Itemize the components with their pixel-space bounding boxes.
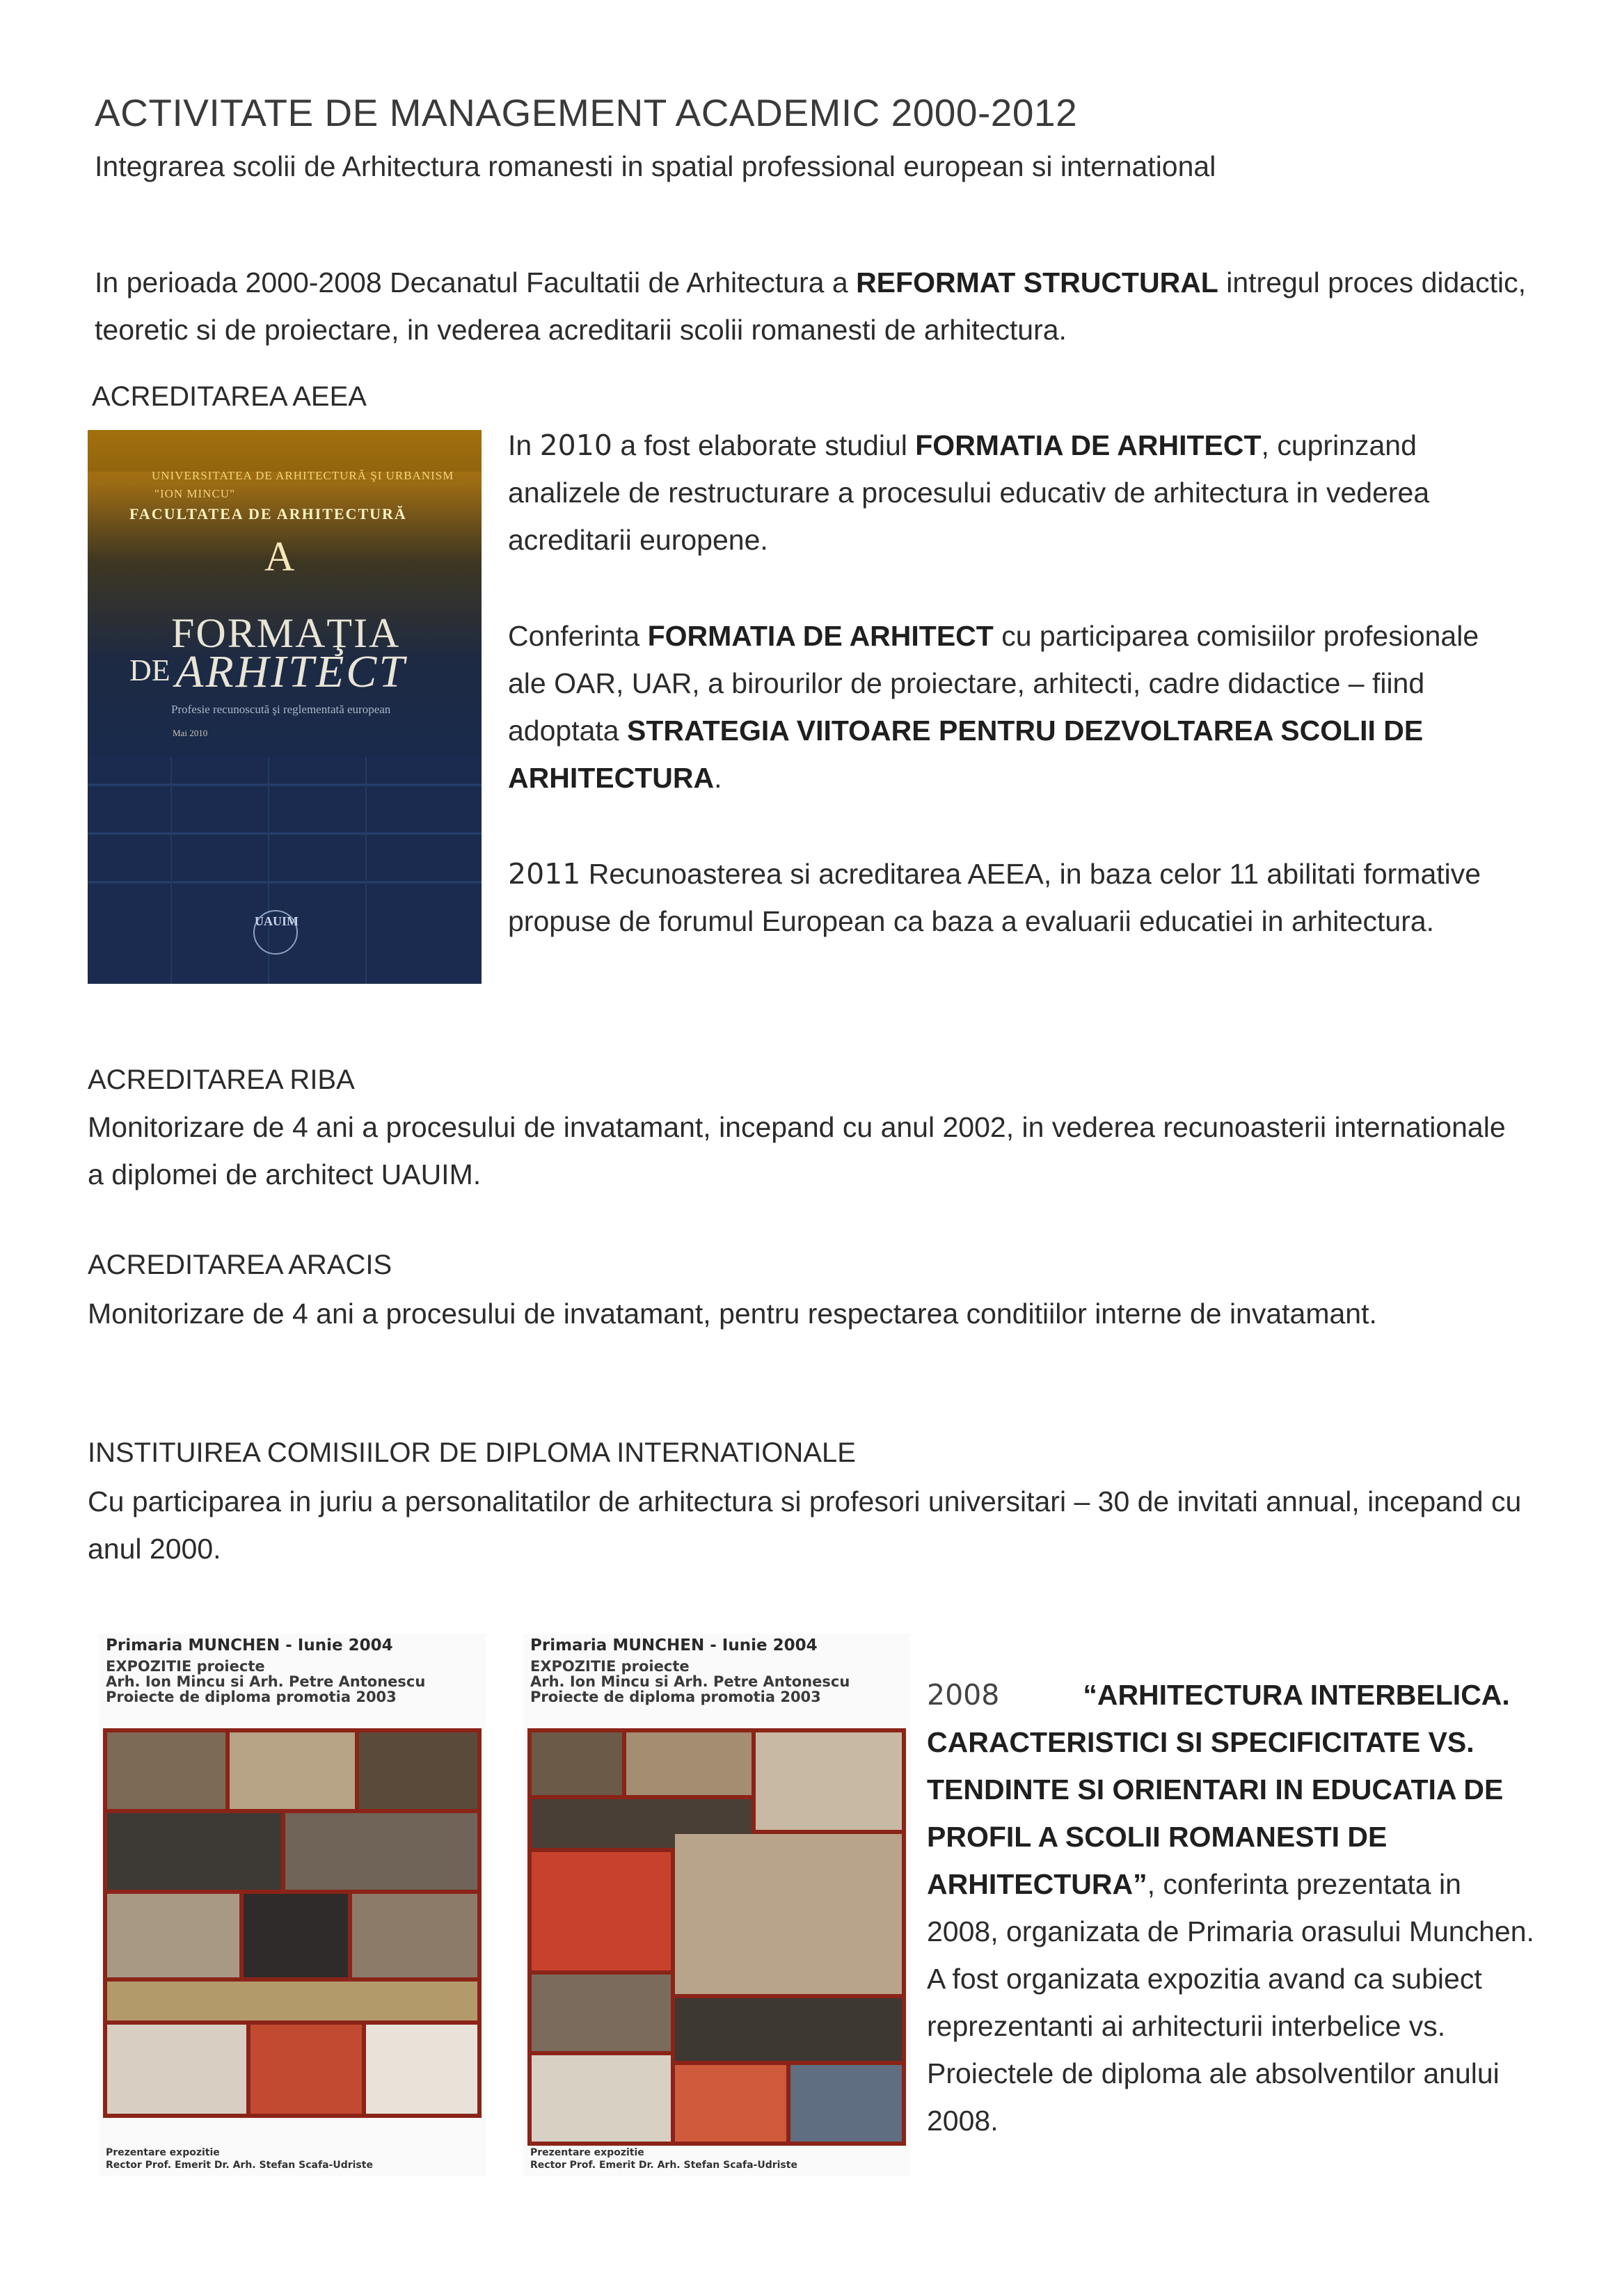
- aeea-p1-text-c: , cuprinzand analizele de restructurare a procesului educativ de arhitectura in vederea acreditarii europene.: [508, 429, 1430, 556]
- riba-text: Monitorizare de 4 ani a procesului de invatamant, incepand cu anul 2002, in vederea recunoasterii internationale a diplomei de architect UAUIM.: [88, 1111, 1506, 1190]
- photo-cell: [532, 2055, 671, 2142]
- aeea-p1-text-b: a fost elaborate studiul: [612, 429, 916, 461]
- aeea-p1-bold: FORMATIA DE ARHITECT: [915, 429, 1262, 461]
- book-cover-image: [88, 430, 482, 984]
- photo-cell: [352, 1894, 477, 1977]
- poster-footer-1: Prezentare expozitie: [530, 2147, 644, 2158]
- poster-photo-collage: [103, 1728, 482, 2118]
- photo-cell: [756, 1732, 902, 1830]
- aeea-p3-text: Recunoasterea si acreditarea AEEA, in baza celor 11 abilitati formative propuse de forumul European ca baza a evaluarii educatiei in arhitectura.: [508, 858, 1481, 937]
- cover-line-1: UNIVERSITATEA DE ARHITECTURĂ ŞI URBANISM: [152, 469, 454, 482]
- intro-paragraph: [95, 259, 1528, 353]
- aeea-p2-text-a: Conferinta: [508, 620, 648, 652]
- exhibition-poster-1: [99, 1634, 486, 2176]
- cover-line-2: "ION MINCU": [154, 487, 236, 500]
- cover-logo: UAUIM: [253, 910, 298, 955]
- photo-cell: [107, 1732, 225, 1809]
- conference-text: , conferinta prezentata in 2008, organizata de Primaria orasului Munchen. A fost organizata expozitia avand ca subiect reprezentanti ai arhitecturii interbelice vs. Proiectele de diploma ale absolventilor anului 2008.: [927, 1868, 1534, 2137]
- aeea-p2-bold-2: STRATEGIA VIITOARE PENTRU DEZVOLTAREA SCOLII DE ARHITECTURA: [508, 715, 1424, 794]
- photo-cell: [230, 1732, 355, 1809]
- cover-subtitle: Profesie recunoscută şi reglementată european: [171, 703, 391, 716]
- aeea-p2-text-c: .: [714, 762, 722, 794]
- photo-cell: [790, 2065, 902, 2142]
- cover-title-1: FORMAŢIA: [171, 610, 401, 656]
- page-title: ACTIVITATE DE MANAGEMENT ACADEMIC 2000-2012: [95, 91, 1078, 134]
- intro-bold: REFORMAT STRUCTURAL: [856, 266, 1218, 298]
- cover-letter: A: [264, 534, 295, 580]
- intro-text-1: In perioada 2000-2008 Decanatul Facultatii de Arhitectura a: [95, 266, 857, 298]
- conference-2008-paragraph: [927, 1671, 1539, 2144]
- cover-title-3: ARHITECT: [175, 646, 407, 697]
- poster-line-1: EXPOZITIE proiecte: [530, 1658, 690, 1675]
- poster-footer-2: Rector Prof. Emerit Dr. Arh. Stefan Scafa-Udriste: [106, 2160, 373, 2171]
- aeea-p2-text-b: cu participarea comisiilor profesionale ale OAR, UAR, a birourilor de proiectare, arhitecti, cadre didactice – fiind adoptata: [508, 620, 1479, 747]
- aeea-p3-year: 2011: [508, 857, 581, 891]
- photo-cell: [107, 1894, 239, 1977]
- poster-line-2: Arh. Ion Mincu si Arh. Petre Antonescu: [106, 1673, 426, 1690]
- poster-footer-1: Prezentare expozitie: [106, 2147, 220, 2158]
- conference-year: 2008: [927, 1678, 1000, 1712]
- photo-cell: [675, 1834, 902, 1994]
- poster-line-1: EXPOZITIE proiecte: [106, 1658, 265, 1675]
- photo-cell: [626, 1732, 752, 1795]
- photo-cell: [107, 1982, 477, 2020]
- conference-title: “ARHITECTURA INTERBELICA. CARACTERISTICI SI SPECIFICITATE VS. TENDINTE SI ORIENTARI IN EDUCATIA DE PROFIL A SCOLII ROMANESTI DE ARHITECTURA”: [927, 1679, 1510, 1900]
- aeea-p2-bold-1: FORMATIA DE ARHITECT: [647, 620, 994, 652]
- photo-cell: [366, 2025, 477, 2114]
- poster-line-3: Proiecte de diploma promotia 2003: [530, 1689, 821, 1705]
- comisii-heading: INSTITUIREA COMISIILOR DE DIPLOMA INTERNATIONALE: [88, 1437, 856, 1468]
- photo-cell: [532, 1852, 671, 1970]
- intro-text-2: intregul proces didactic, teoretic si de proiectare, in vederea acreditarii scolii romanesti de arhitectura.: [95, 266, 1526, 346]
- poster-line-2: Arh. Ion Mincu si Arh. Petre Antonescu: [530, 1673, 850, 1690]
- aracis-heading: ACREDITAREA ARACIS: [88, 1250, 392, 1280]
- photo-cell: [675, 2065, 786, 2142]
- photo-cell: [359, 1732, 477, 1809]
- aeea-paragraph-3: [508, 850, 1510, 945]
- page-subtitle: Integrarea scolii de Arhitectura romanesti in spatial professional european si international: [95, 150, 1216, 182]
- cover-date: Mai 2010: [173, 728, 208, 738]
- aeea-p1-year: 2010: [539, 429, 612, 462]
- poster-footer-2: Rector Prof. Emerit Dr. Arh. Stefan Scafa-Udriste: [530, 2160, 797, 2171]
- aeea-p1-text-a: In: [508, 429, 540, 461]
- aeea-heading: ACREDITAREA AEEA: [92, 381, 367, 412]
- cover-line-3: FACULTATEA DE ARHITECTURĂ: [129, 505, 407, 523]
- photo-cell: [675, 1998, 902, 2061]
- exhibition-poster-2: [523, 1634, 910, 2176]
- poster-line-3: Proiecte de diploma promotia 2003: [106, 1689, 397, 1705]
- photo-cell: [107, 1813, 281, 1890]
- comisii-text: Cu participarea in juriu a personalitatilor de arhitectura si profesori universitari – 30 de invitati annual, incepand cu anul 2000.: [88, 1485, 1522, 1565]
- cover-band: [88, 430, 482, 472]
- photo-cell: [244, 1894, 348, 1977]
- cover-title-2: DE: [129, 653, 170, 687]
- photo-cell: [107, 2025, 246, 2114]
- riba-heading: ACREDITAREA RIBA: [88, 1065, 355, 1095]
- photo-cell: [251, 2025, 362, 2114]
- poster-header: Primaria MUNCHEN - Iunie 2004: [530, 1636, 818, 1655]
- poster-photo-collage: [527, 1728, 906, 2146]
- aeea-paragraph-2: [508, 612, 1510, 802]
- photo-cell: [285, 1813, 477, 1890]
- poster-header: Primaria MUNCHEN - Iunie 2004: [106, 1636, 393, 1655]
- aracis-text: Monitorizare de 4 ani a procesului de invatamant, pentru respectarea conditiilor interne de invatamant.: [88, 1298, 1377, 1330]
- aeea-paragraph-1: [508, 422, 1510, 564]
- photo-cell: [532, 1732, 622, 1795]
- photo-cell: [532, 1975, 671, 2051]
